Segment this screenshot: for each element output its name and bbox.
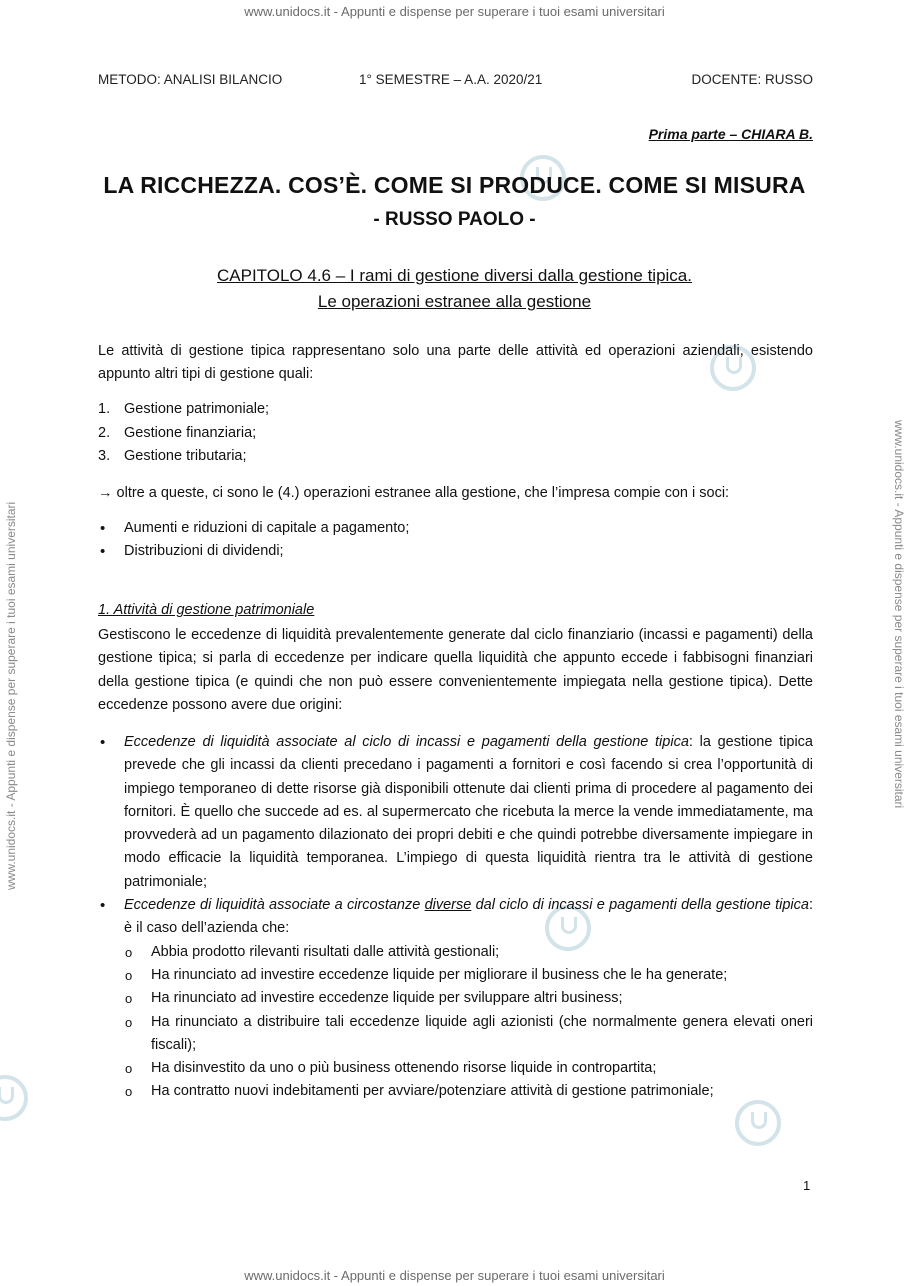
bullet-text: : è il caso dell’azienda che: xyxy=(124,897,813,937)
bullet-text: : la gestione tipica prevede che gli incassi da clienti precedano i pagamenti a fornitori e così facendo si crea l’opportunità di impiego temporaneo di dette risorse già disponibili ottenute dai clienti prima di procedere al pagamento dei fornitori. È quello che succede ad es. al supermercato che ricebuta la merce la vende immediatamente, ma provvederà ad un pagamento dilazionato dei propri debiti e che quindi potrebbe diversamente impiegare in modo efficacie la liquidità temporanea. L’impiego di questa liquidità rientra tra le attività di gestione patrimoniale; xyxy=(124,734,813,890)
watermark-top: www.unidocs.it - Appunti e dispense per superare i tuoi esami universitari xyxy=(244,4,665,19)
header-teacher: DOCENTE: RUSSO xyxy=(691,72,813,87)
list-item xyxy=(98,731,813,894)
shareholder-operations-list xyxy=(98,517,813,564)
page-number: 1 xyxy=(803,1178,811,1193)
management-types-list xyxy=(98,398,269,469)
sublist-item: o Ha rinunciato ad investire eccedenze liquide per sviluppare altri business; xyxy=(98,987,813,1010)
list-item: • Distribuzioni di dividendi; xyxy=(98,540,813,563)
list-item: 2. Gestione finanziaria; xyxy=(98,424,257,441)
liquidity-origins-list xyxy=(98,731,813,1104)
document-subtitle: - RUSSO PAOLO - xyxy=(373,209,536,230)
list-item: 3. Gestione tributaria; xyxy=(98,448,247,464)
watermark-bottom: www.unidocs.it - Appunti e dispense per superare i tuoi esami universitari xyxy=(244,1268,665,1283)
document-title: LA RICCHEZZA. COS’È. COME SI PRODUCE. COME SI MISURA xyxy=(103,172,806,198)
chapter-line-2: Le operazioni estranee alla gestione xyxy=(317,292,592,311)
list-item: • Aumenti e riduzioni di capitale a pagamento; xyxy=(98,517,813,540)
bullet-lead: dal ciclo di incassi e pagamenti della gestione tipica xyxy=(471,897,809,914)
intro-paragraph: Le attività di gestione tipica rappresentano solo una parte delle attività ed operazioni aziendali, esistendo appunto altri tipi di gestione quali: xyxy=(98,343,813,383)
sublist-item: o Ha rinunciato a distribuire tali eccedenze liquide agli azionisti (che normalmente genera elevati oneri fiscali); xyxy=(98,1011,813,1058)
bullet-lead-underlined: diverse xyxy=(424,897,472,914)
list-item xyxy=(98,894,813,1104)
chapter-line-1: CAPITOLO 4.6 – I rami di gestione diversi dalla gestione tipica. xyxy=(217,266,692,285)
bullet-lead: Eccedenze di liquidità associate al ciclo di incassi e pagamenti della gestione tipica xyxy=(124,734,689,750)
section-paragraph: Gestiscono le eccedenze di liquidità prevalentemente generate dal ciclo finanziario (incassi e pagamenti) della gestione tipica; si parla di eccedenze per indicare quella liquidità che appunto eccede i fabbisogni finanziari della gestione tipica (e quindi che non può essere convenientemente impiegata nella gestione tipica). Dette eccedenze possono avere due origini: xyxy=(98,627,813,713)
header-course: METODO: ANALISI BILANCIO xyxy=(98,72,283,87)
list-item: 1. Gestione patrimoniale; xyxy=(98,401,270,417)
header-semester: 1° SEMESTRE – A.A. 2020/21 xyxy=(359,72,543,87)
author-line: Prima parte – CHIARA B. xyxy=(648,126,813,142)
watermark-right: www.unidocs.it - Appunti e dispense per superare i tuoi esami universitari xyxy=(892,420,906,809)
sublist-item: o Abbia prodotto rilevanti risultati dalle attività gestionali; xyxy=(98,941,813,964)
sublist-item: o Ha contratto nuovi indebitamenti per avviare/potenziare attività di gestione patrimoniale; xyxy=(98,1080,813,1103)
arrow-paragraph: → oltre a queste, ci sono le (4.) operazioni estranee alla gestione, che l’impresa compie con i soci: xyxy=(98,485,730,501)
unidocs-logo-icon xyxy=(735,1100,781,1146)
circumstances-sublist xyxy=(98,941,813,1104)
chapter-heading xyxy=(0,263,909,315)
watermark-left: www.unidocs.it - Appunti e dispense per superare i tuoi esami universitari xyxy=(4,501,18,890)
sublist-item: o Ha disinvestito da uno o più business ottenendo risorse liquide in contropartita; xyxy=(98,1057,813,1080)
bullet-lead: Eccedenze di liquidità associate a circostanze xyxy=(124,897,425,914)
section-title: 1. Attività di gestione patrimoniale xyxy=(98,602,315,618)
sublist-item: o Ha rinunciato ad investire eccedenze liquide per migliorare il business che le ha generate; xyxy=(98,964,813,987)
unidocs-logo-icon xyxy=(0,1075,28,1121)
document-header xyxy=(98,72,813,92)
